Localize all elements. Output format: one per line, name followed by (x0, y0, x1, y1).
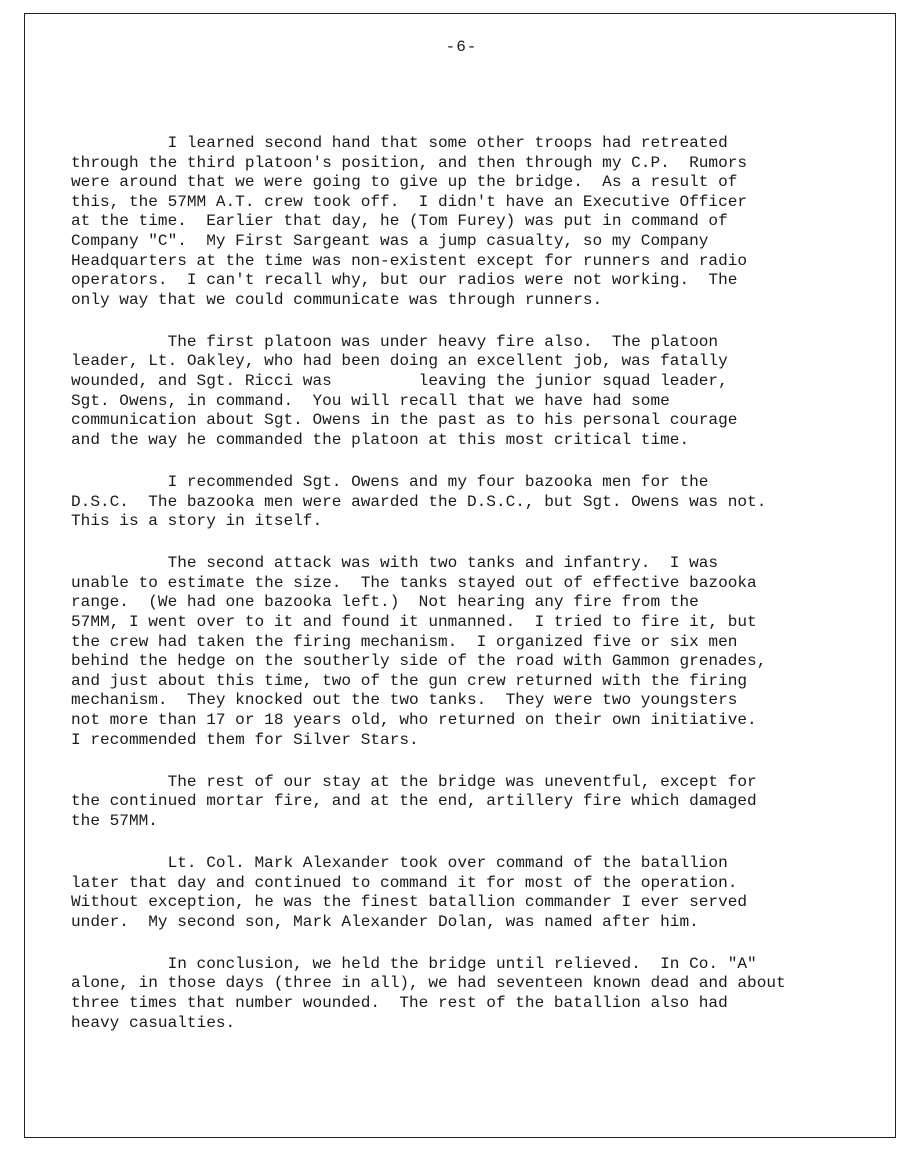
page-number: -6- (445, 38, 478, 56)
text-line: range. (We had one bazooka left.) Not hearing any fire from the (71, 593, 699, 612)
text-line: three times that number wounded. The rest of the batallion also had (71, 993, 728, 1012)
text-line: the crew had taken the firing mechanism. I organized five or six men (71, 632, 738, 651)
text-line: not more than 17 or 18 years old, who returned on their own initiative. (71, 710, 757, 729)
text-line: only way that we could communicate was through runners. (71, 290, 603, 309)
text-line: I recommended Sgt. Owens and my four bazooka men for the (71, 472, 709, 491)
paragraph-conclusion (71, 955, 861, 1033)
text-line: The rest of our stay at the bridge was uneventful, except for (71, 772, 757, 791)
text-line: Company "C". My First Sargeant was a jump casualty, so my Company (71, 231, 709, 250)
paragraph-troops-retreated (71, 134, 861, 310)
paragraph-dsc-recommendation (71, 473, 861, 532)
text-line: behind the hedge on the southerly side of the road with Gammon grenades, (71, 652, 767, 671)
text-line: Without exception, he was the finest batallion commander I ever served (71, 893, 748, 912)
text-line: unable to estimate the size. The tanks stayed out of effective bazooka (71, 573, 757, 592)
text-line: In conclusion, we held the bridge until relieved. In Co. "A" (71, 954, 757, 973)
text-line: the 57MM. (71, 811, 158, 830)
text-line: the continued mortar fire, and at the end, artillery fire which damaged (71, 792, 757, 811)
paragraph-first-platoon (71, 333, 861, 451)
text-line: This is a story in itself. (71, 512, 323, 531)
text-line: Lt. Col. Mark Alexander took over command of the batallion (71, 853, 728, 872)
text-line: mechanism. They knocked out the two tanks. They were two youngsters (71, 691, 738, 710)
text-line: I learned second hand that some other troops had retreated (71, 134, 728, 152)
text-line: and just about this time, two of the gun crew returned with the firing (71, 671, 748, 690)
letter-body (71, 134, 861, 1056)
text-line: this, the 57MM A.T. crew took off. I didn't have an Executive Officer (71, 192, 748, 211)
text-line: through the third platoon's position, and then through my C.P. Rumors (71, 153, 748, 172)
text-line: Sgt. Owens, in command. You will recall that we have had some (71, 391, 670, 410)
text-line: Headquarters at the time was non-existent except for runners and radio (71, 251, 748, 270)
text-line: I recommended them for Silver Stars. (71, 730, 419, 749)
text-line: under. My second son, Mark Alexander Dolan, was named after him. (71, 912, 699, 931)
paragraph-second-attack (71, 554, 861, 750)
paragraph-rest-of-stay (71, 773, 861, 832)
text-line: communication about Sgt. Owens in the past as to his personal courage (71, 411, 738, 430)
text-line: at the time. Earlier that day, he (Tom Furey) was put in command of (71, 212, 728, 231)
text-line: alone, in those days (three in all), we had seventeen known dead and about (71, 974, 786, 993)
text-line: operators. I can't recall why, but our radios were not working. The (71, 271, 738, 290)
paragraph-lt-col-alexander (71, 854, 861, 932)
text-line: heavy casualties. (71, 1013, 236, 1032)
text-line: 57MM, I went over to it and found it unmanned. I tried to fire it, but (71, 612, 757, 631)
text-line: The first platoon was under heavy fire also. The platoon (71, 332, 719, 351)
text-line: The second attack was with two tanks and infantry. I was (71, 554, 719, 573)
text-line: later that day and continued to command it for most of the operation. (71, 873, 738, 892)
text-line: were around that we were going to give up the bridge. As a result of (71, 173, 738, 192)
text-line: and the way he commanded the platoon at this most critical time. (71, 430, 690, 449)
text-line: wounded, and Sgt. Ricci was leaving the junior squad leader, (71, 372, 728, 391)
text-line: leader, Lt. Oakley, who had been doing an excellent job, was fatally (71, 352, 728, 371)
text-line: D.S.C. The bazooka men were awarded the D.S.C., but Sgt. Owens was not. (71, 492, 767, 511)
